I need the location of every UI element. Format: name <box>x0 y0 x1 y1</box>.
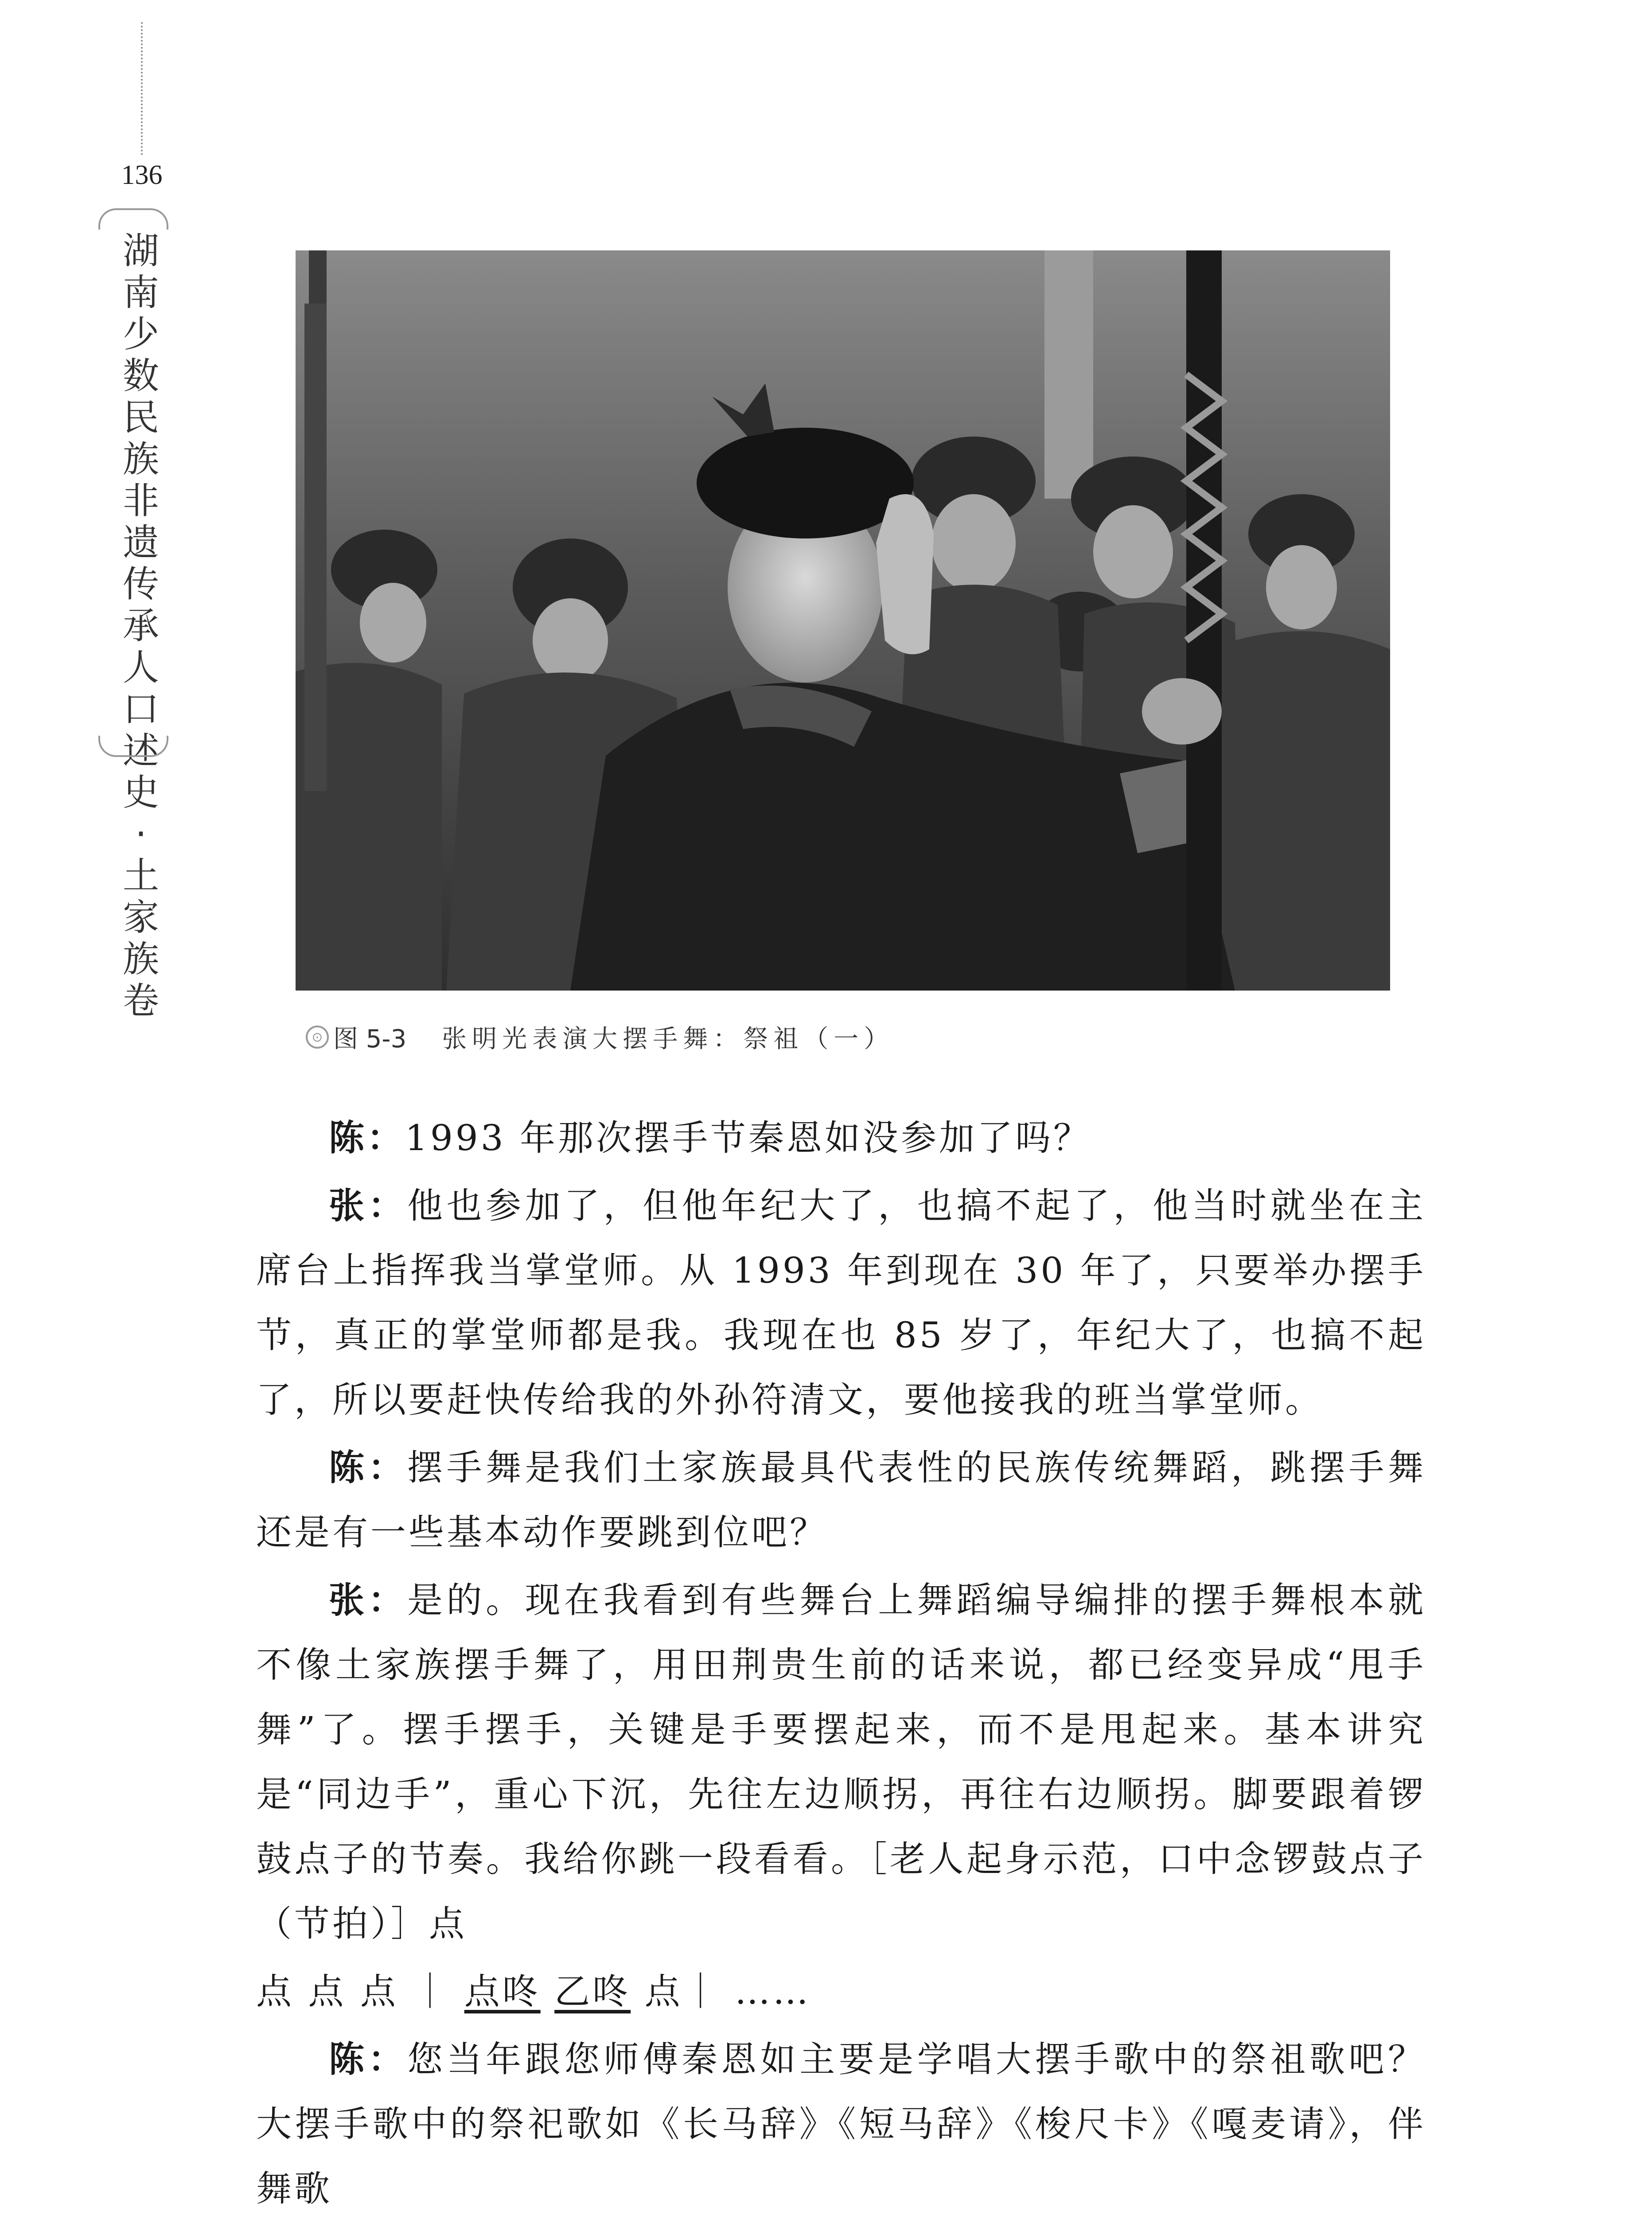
rhythm-part: 点 点 点 ｜ <box>256 1971 451 2012</box>
rhythm-underlined: 乙咚 <box>554 1971 631 2012</box>
page-number: 136 <box>121 160 163 190</box>
speaker-label: 陈： <box>329 1117 405 1159</box>
rhythm-underlined: 点咚 <box>464 1971 541 2012</box>
interview-body <box>256 1106 1426 2216</box>
speaker-label: 张： <box>329 1185 408 1226</box>
running-head-bracket-bottom <box>98 736 168 757</box>
running-head: 湖南少数民族非遗传承人口述史·土家族卷 <box>122 230 159 1022</box>
dialogue-text: 1993 年那次摆手节秦恩如没参加了吗？ <box>405 1117 1092 1159</box>
dialogue-text: 您当年跟您师傅秦恩如主要是学唱大摆手歌中的祭祖歌吧？大摆手歌中的祭祀歌如《长马辞》《短马辞》《梭尺卡》《嘎麦请》，伴舞歌 <box>256 2039 1426 2209</box>
running-head-bracket-top <box>98 208 168 230</box>
dialogue-text: 是的。现在我看到有些舞台上舞蹈编导编排的摆手舞根本就不像土家族摆手舞了，用田荆贵生前的话来说，都已经变异成“甩手舞”了。摆手摆手，关键是手要摆起来，而不是甩起来。基本讲究是“同边手”，重心下沉，先往左边顺拐，再往右边顺拐。脚要跟着锣鼓点子的节奏。我给你跳一段看看。［老人起身示范，口中念锣鼓点子（节拍）］点 <box>256 1580 1426 1944</box>
margin-dotted-rule <box>141 22 143 155</box>
figure-label: 图 5-3 <box>333 1025 407 1053</box>
dialogue-paragraph <box>256 1174 1426 1432</box>
rhythm-notation <box>256 1959 1426 2024</box>
speaker-label: 陈： <box>329 1447 408 1488</box>
dialogue-paragraph <box>256 1436 1426 1565</box>
dialogue-text: 摆手舞是我们土家族最具代表性的民族传统舞蹈，跳摆手舞还是有一些基本动作要跳到位吧？ <box>256 1447 1426 1553</box>
camera-icon: ⊙ <box>306 1026 329 1049</box>
speaker-label: 张： <box>329 1580 408 1621</box>
dialogue-paragraph <box>256 1568 1426 1956</box>
speaker-label: 陈： <box>329 2039 408 2080</box>
dialogue-paragraph <box>256 2027 1426 2216</box>
dialogue-paragraph <box>256 1106 1426 1170</box>
rhythm-part: 点｜ …… <box>644 1971 811 2012</box>
figure-caption <box>306 1019 1414 1055</box>
figure-photo <box>296 250 1390 991</box>
figure-caption-text: 张明光表演大摆手舞：祭祖（一） <box>442 1025 894 1053</box>
dialogue-text: 他也参加了，但他年纪大了，也搞不起了，他当时就坐在主席台上指挥我当掌堂师。从 1993 年到现在 30 年了，只要举办摆手节，真正的掌堂师都是我。我现在也 85 岁了，年纪大了，也搞不起了，所以要赶快传给我的外孙符清文，要他接我的班当掌堂师。 <box>256 1185 1426 1420</box>
